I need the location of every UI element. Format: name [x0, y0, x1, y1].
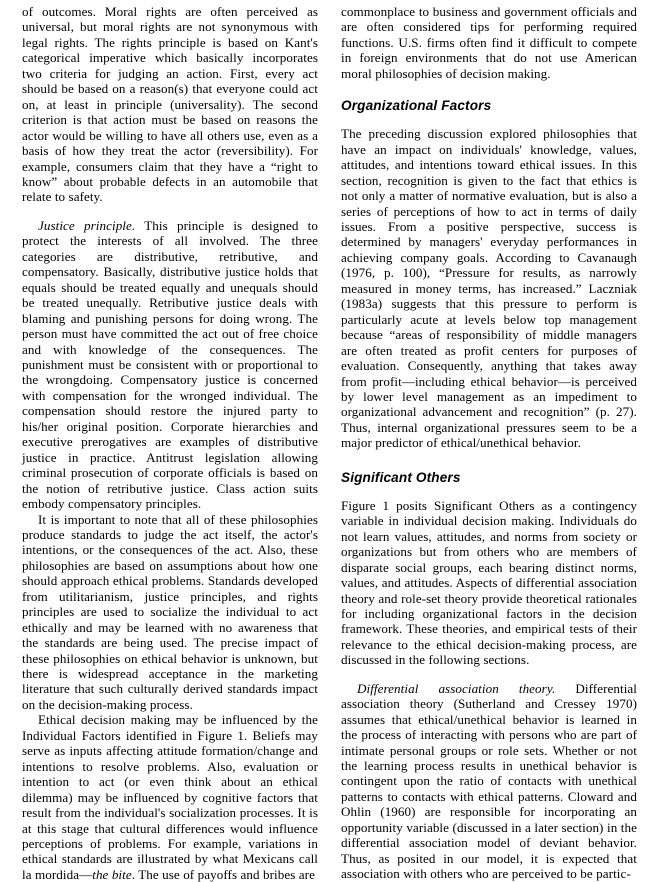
- two-column-body: [22, 4, 637, 882]
- paragraph-ethical-decision-making-tail: . The use of payoffs and bribes are: [131, 866, 315, 882]
- right-column: [341, 4, 637, 882]
- paragraph-preceding-discussion: The preceding discussion explored philosophies that have an impact on individuals' knowledge, values, attitudes, and intentions toward ethical issues. In this section, recognition is given to the fact that ethics is not only a matter of normative evaluation, but is also a series of perceptions of how to act in terms of daily issues. From a positive perspective, success is determined by managers' everyday performances in achieving company goals. According to Cavanaugh (1976, p. 100), “Pressure for results, as narrowly measured in money terms, has increased.” Laczniak (1983a) suggests that this pressure to perform is particularly acute at levels below top management because “areas of responsibility of middle managers are often treated as profit centers for purposes of evaluation. Consequently, anything that takes away from profit—including ethical behavior—is perceived by lower level management as an impediment to organizational advancement and recognition” (p. 27). Thus, internal organizational pressures seem to be a major predictor of ethical/unethical behavior.: [341, 126, 637, 451]
- paragraph-differential-association: [341, 681, 637, 882]
- paragraph-ethical-decision-making-text: Ethical decision making may be influenced by the Individual Factors identified in Figure 1. Beliefs may serve as inputs affecting attitude formation/change and intentions to resolve problems. Also, evaluation or intention to act (or even think about an ethical dilemma) may be influenced by cognitive factors that result from the individual's socialization processes. It is at this stage that cultural differences would influence perceptions of problems. For example, variations in ethical standards are illustrated by what Mexicans call la mordida—: [22, 712, 318, 882]
- section-heading-organizational-factors: Organizational Factors: [341, 98, 492, 114]
- paragraph-philosophies-standards: It is important to note that all of these philosophies produce standards to judge the act itself, the actor's intentions, or the consequences of the act. Also, these philosophies are based on assumptions about how one should approach ethical problems. Standards developed from utilitarianism, justice principles, and rights principles are used to socialize the individual to act ethically and may be learned with no awareness that the standards are being used. The precise impact of these philosophies on ethical behavior is unknown, but there is widespread acceptance in the marketing literature that such culturally derived standards impact on the decision-making process.: [22, 511, 318, 712]
- paragraph-differential-association-text: Differential association theory (Sutherland and Cressey 1970) assumes that ethical/unethical behavior is learned in the process of interacting with persons who are part of intimate personal groups or role sets. Whether or not the learning process results in unethical behavior is contingent upon the ratio of contacts with unethical patterns to contacts with ethical patterns. Cloward and Ohlin (1960) are responsible for incorporating an opportunity variable (discussed in a later section) in the differential association model of deviant behavior. Thus, as posited in our model, it is expected that association with others who are perceived to be partic-: [341, 680, 637, 882]
- paragraph-justice-principle: [22, 218, 318, 512]
- run-in-heading-justice-principle: Justice principle.: [38, 217, 136, 233]
- paragraph-figure1-posits: Figure 1 posits Significant Others as a contingency variable in individual decision making. Individuals do not learn values, attitudes, and norms from society or organizations but from others who are members of disparate social groups, each bearing distinct norms, values, and attitudes. Aspects of differential association theory and role-set theory provide theoretical rationales for including organizational factors in the decision framework. These theories, and empirical tests of their relevance to the ethical decision-making process, are discussed in the following sections.: [341, 497, 637, 668]
- italic-phrase-the-bite: the bite: [92, 866, 132, 882]
- section-heading-significant-others: Significant Others: [341, 469, 461, 485]
- paragraph-commonplace-continued: commonplace to business and government officials and are often considered tips for performing required functions. U.S. firms often find it difficult to compete in foreign environments that do not use American moral philosophies of decision making.: [341, 4, 637, 81]
- paragraph-rights-continued: of outcomes. Moral rights are often perceived as universal, but moral rights are not synonymous with legal rights. The rights principle is based on Kant's categorical imperative which basically incorporates two criteria for judging an action. First, every act should be based on a reason(s) that everyone could act on, at least in principle (universality). The second criterion is that action must be based on reasons the actor would be willing to have all others use, even as a basis of how they treat the actor (reversibility). For example, consumers claim that they have a “right to know” about probable defects in an automobile that relate to safety.: [22, 4, 318, 205]
- left-column: [22, 4, 318, 882]
- run-in-heading-differential-association-theory: Differential association theory.: [357, 680, 556, 696]
- paragraph-justice-principle-text: This principle is designed to protect the interests of all involved. The three categories are distributive, retributive, and compensatory. Basically, distributive justice holds that equals should be treated equally and unequals should be treated unequally. Retributive justice deals with blaming and punishing persons for doing wrong. The person must have committed the act out of free choice and with knowledge of the consequences. The punishment must be consistent with or proportional to the wrongdoing. Compensatory justice is concerned with compensation for the wronged individual. The compensation should restore the injured party to his/her original position. Corporate hierarchies and executive prerogatives are examples of distributive justice in practice. Antitrust legislation allowing criminal prosecution of corporate officials is based on the notion of retributive justice. Class action suits embody compensatory principles.: [22, 217, 318, 512]
- paragraph-ethical-decision-making: [22, 712, 318, 882]
